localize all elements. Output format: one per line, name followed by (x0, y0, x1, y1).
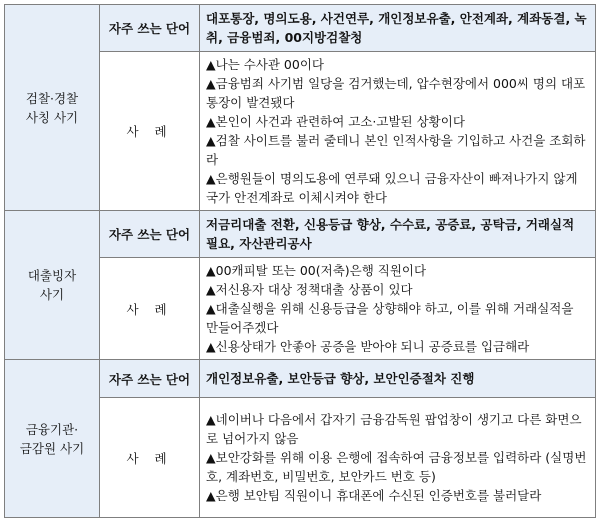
example-item: ▲네이버나 다음에서 갑자기 금융감독원 팝업창이 생기고 다른 화면으로 넘어가지 않음 (206, 412, 582, 446)
example-item: ▲금융범죄 사기범 일당을 검거했는데, 압수현장에서 000씨 명의 대포통장이 발견됐다 (206, 76, 586, 110)
example-item: ▲본인이 사건과 관련하여 고소·고발된 상황이다 (206, 114, 465, 129)
voice-phishing-table (4, 4, 596, 518)
example-item: ▲00캐피탈 또는 00(저축)은행 직원이다 (206, 263, 427, 278)
example-item: ▲나는 수사관 00이다 (206, 57, 324, 72)
category-label: 검찰·경찰 사칭 사기 (25, 90, 79, 125)
examples-cell (200, 52, 596, 211)
example-item: ▲은행 보안팀 직원이니 휴대폰에 수신된 인증번호를 불러달라 (206, 488, 542, 503)
category-cell (5, 5, 100, 211)
words-cell: 대포통장, 명의도용, 사건연루, 개인정보유출, 안전계좌, 계좌동결, 녹취, 금융범죄, 00지방검찰청 (200, 5, 596, 52)
words-label-cell: 자주 쓰는 단어 (100, 360, 200, 398)
category-cell (5, 360, 100, 518)
examples-label-cell: 사 례 (100, 52, 200, 211)
example-item: ▲저신용자 대상 정책대출 상품이 있다 (206, 282, 413, 297)
category-label: 대출빙자 사기 (27, 268, 77, 302)
example-item: ▲대출실행을 위해 신용등급을 상향해야 하고, 이를 위해 거래실적을 만들어주겠다 (206, 301, 574, 335)
words-label-cell: 자주 쓰는 단어 (100, 5, 200, 52)
words-cell: 개인정보유출, 보안등급 향상, 보안인증절차 진행 (200, 360, 596, 398)
examples-cell (200, 258, 596, 360)
words-cell: 저금리대출 전환, 신용등급 향상, 수수료, 공증료, 공탁금, 거래실적 필요, 자산관리공사 (200, 211, 596, 258)
example-item: ▲보안강화를 위해 이용 은행에 접속하여 금융정보를 입력하라 (실명번호, 계좌번호, 비밀번호, 보안카드 번호 등) (206, 450, 587, 484)
examples-label-cell: 사 례 (100, 398, 200, 518)
examples-label-cell: 사 례 (100, 258, 200, 360)
category-label: 금융기관· 금감원 사기 (19, 421, 85, 456)
example-item: ▲신용상태가 안좋아 공증을 받아야 되니 공증료를 입금해라 (206, 339, 530, 354)
examples-cell (200, 398, 596, 518)
example-item: ▲검찰 사이트를 불러 줄테니 본인 인적사항을 기입하고 사건을 조회하라 (206, 133, 586, 167)
category-cell (5, 211, 100, 360)
words-label-cell: 자주 쓰는 단어 (100, 211, 200, 258)
example-item: ▲은행원들이 명의도용에 연루돼 있으니 금융자산이 빠져나가지 않게 국가 안전계좌로 이체시켜야 한다 (206, 171, 578, 205)
